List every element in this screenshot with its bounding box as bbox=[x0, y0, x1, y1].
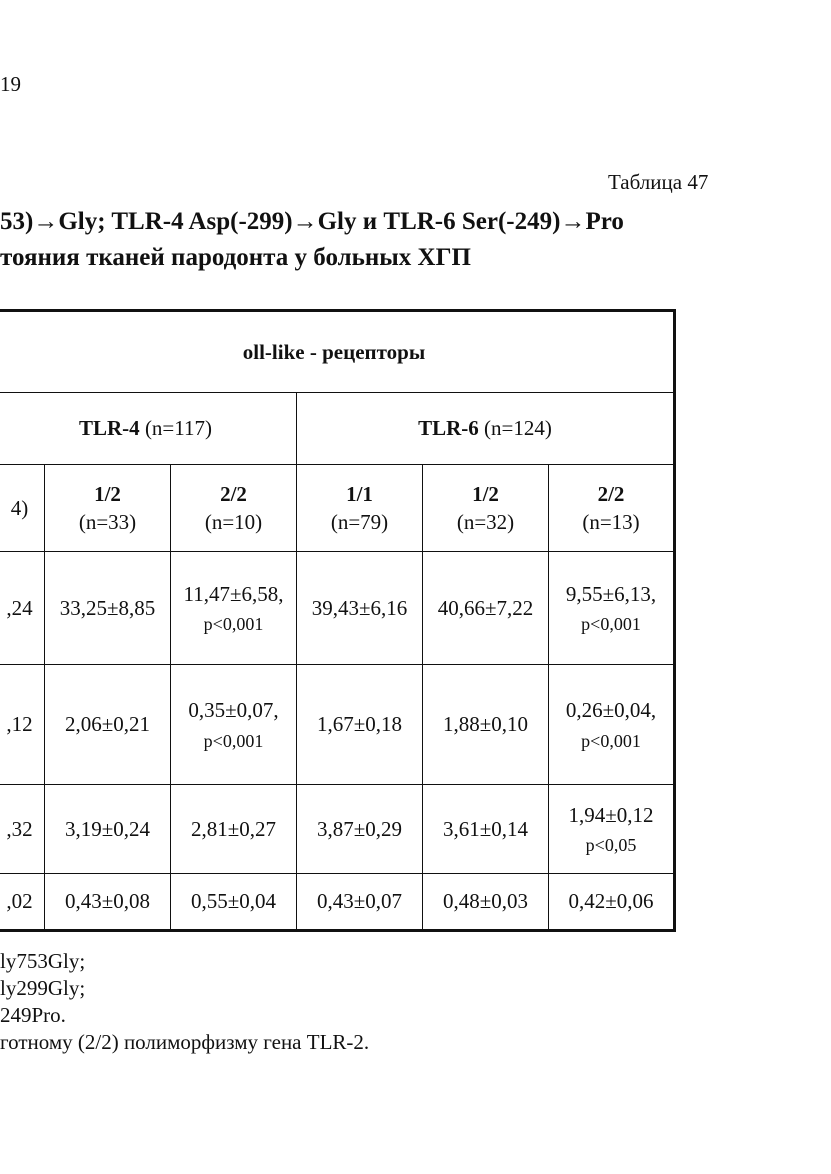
cell-value: 0,35±0,07, bbox=[188, 698, 279, 723]
table-cell bbox=[171, 552, 297, 665]
genotype-label: 2/2 bbox=[597, 481, 625, 506]
genotype-n: (n=10) bbox=[204, 510, 263, 534]
table-cell bbox=[549, 874, 675, 931]
group-header-tlr4 bbox=[0, 393, 297, 465]
table-cell bbox=[423, 874, 549, 931]
cell-value: 0,43±0,08 bbox=[64, 889, 151, 914]
cell-value: 1,94±0,12 bbox=[568, 802, 654, 827]
table-cell bbox=[171, 874, 297, 931]
table-cell bbox=[423, 665, 549, 785]
table-cell bbox=[297, 874, 423, 931]
table-cell bbox=[0, 785, 45, 874]
cell-pvalue: p<0,001 bbox=[203, 730, 264, 751]
footnote: ly299Gly; bbox=[0, 976, 86, 1000]
group-n: (n=117) bbox=[139, 416, 212, 441]
group-header-row bbox=[0, 393, 675, 465]
cell-pvalue: p<0,001 bbox=[203, 614, 264, 635]
table-row bbox=[0, 665, 675, 785]
table-cell bbox=[0, 874, 45, 931]
genotype-header-row bbox=[0, 465, 675, 552]
table-title-line-1: 53)→Gly; TLR-4 Asp(-299)→Gly и TLR-6 Ser(-249)→Pro bbox=[0, 208, 624, 235]
table-cell bbox=[297, 665, 423, 785]
cell-value: 40,66±7,22 bbox=[437, 595, 534, 620]
genotype-label: 1/2 bbox=[94, 481, 121, 506]
genotype-cell bbox=[423, 465, 549, 552]
table-cell bbox=[423, 552, 549, 665]
genotype-n: (n=13) bbox=[582, 510, 640, 534]
cell-value: ,24 bbox=[6, 595, 33, 620]
cell-value: 9,55±6,13, bbox=[565, 581, 657, 606]
table-cell bbox=[45, 552, 171, 665]
cell-value: 0,43±0,07 bbox=[316, 889, 403, 914]
table-header-main: oll-like - рецепторы bbox=[0, 311, 675, 393]
cell-value: ,32 bbox=[6, 816, 33, 841]
data-table bbox=[0, 309, 676, 932]
group-header-tlr6 bbox=[297, 393, 675, 465]
genotype-n: (n=32) bbox=[456, 510, 515, 534]
table-cell bbox=[297, 785, 423, 874]
group-n: (n=124) bbox=[478, 416, 552, 441]
table-row bbox=[0, 874, 675, 931]
cell-value: 3,87±0,29 bbox=[316, 816, 403, 841]
table-cell bbox=[0, 665, 45, 785]
table-header-row bbox=[0, 311, 675, 393]
genotype-cell bbox=[171, 465, 297, 552]
group-name: TLR-4 bbox=[79, 416, 140, 441]
cell-value: 33,25±8,85 bbox=[59, 595, 156, 620]
group-name: TLR-6 bbox=[418, 416, 479, 441]
cell-value: 11,47±6,58, bbox=[183, 581, 284, 606]
cell-value: 3,61±0,14 bbox=[442, 816, 529, 841]
table-cell bbox=[549, 785, 675, 874]
genotype-n: 4) bbox=[10, 495, 29, 520]
table-title-line-2: тояния тканей пародонта у больных ХГП bbox=[0, 244, 471, 271]
cell-value: 1,88±0,10 bbox=[442, 712, 529, 737]
cell-value: 39,43±6,16 bbox=[311, 595, 408, 620]
cell-value: 2,81±0,27 bbox=[190, 816, 277, 841]
table-cell bbox=[171, 665, 297, 785]
cell-pvalue: p<0,05 bbox=[585, 835, 637, 856]
genotype-n: (n=33) bbox=[78, 510, 137, 534]
cell-value: ,02 bbox=[6, 889, 33, 914]
cell-value: ,12 bbox=[6, 712, 33, 737]
cell-value: 2,06±0,21 bbox=[64, 712, 151, 737]
table-label: Таблица 47 bbox=[608, 170, 709, 194]
table-cell bbox=[297, 552, 423, 665]
cell-value: 1,67±0,18 bbox=[316, 712, 403, 737]
genotype-label: 1/2 bbox=[472, 481, 499, 506]
footnote: ly753Gly; bbox=[0, 949, 86, 973]
table-row bbox=[0, 785, 675, 874]
footnote: готному (2/2) полиморфизму гена TLR-2. bbox=[0, 1030, 370, 1054]
cell-pvalue: p<0,001 bbox=[581, 614, 641, 635]
cell-value: 3,19±0,24 bbox=[64, 816, 151, 841]
table-cell bbox=[549, 552, 675, 665]
table-cell bbox=[0, 552, 45, 665]
genotype-label: 1/1 bbox=[346, 481, 373, 506]
table-cell bbox=[45, 785, 171, 874]
cell-pvalue: p<0,001 bbox=[581, 730, 641, 751]
genotype-label: 2/2 bbox=[220, 481, 247, 506]
cell-value: 0,42±0,06 bbox=[568, 889, 654, 914]
table-cell bbox=[549, 665, 675, 785]
cell-value: 0,48±0,03 bbox=[442, 889, 529, 914]
table-cell bbox=[45, 874, 171, 931]
genotype-cell bbox=[549, 465, 675, 552]
table-cell bbox=[171, 785, 297, 874]
table-cell bbox=[423, 785, 549, 874]
footnote: 249Pro. bbox=[0, 1003, 66, 1027]
genotype-cell bbox=[45, 465, 171, 552]
table-row bbox=[0, 552, 675, 665]
page-number: 19 bbox=[0, 72, 21, 96]
cell-value: 0,26±0,04, bbox=[565, 698, 657, 723]
genotype-n: (n=79) bbox=[330, 510, 389, 534]
table-cell bbox=[45, 665, 171, 785]
cell-value: 0,55±0,04 bbox=[190, 889, 277, 914]
genotype-cell bbox=[0, 465, 45, 552]
genotype-cell bbox=[297, 465, 423, 552]
